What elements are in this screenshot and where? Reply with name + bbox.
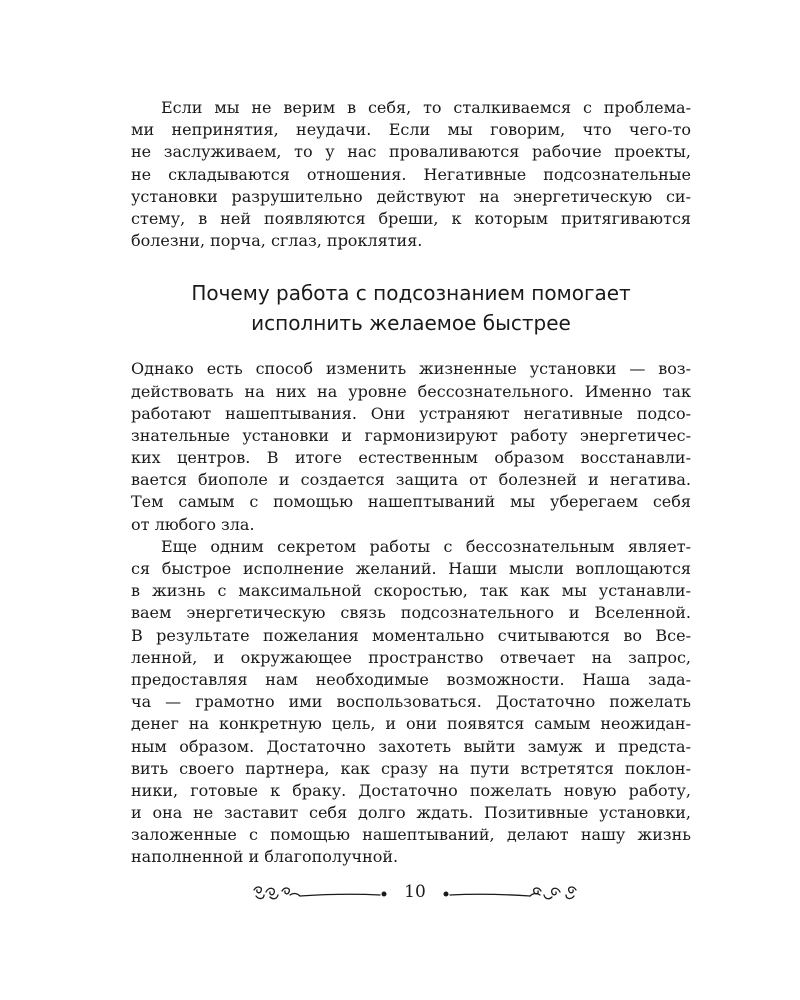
page-body xyxy=(131,97,691,869)
text-line: вить своего партнера, как сразу на пути встретятся поклон- xyxy=(131,758,691,778)
text-line: и она не заставит себя долго ждать. Позитивные установки, xyxy=(131,803,691,823)
text-line: Еще одним секретом работы с бессознательным являет- xyxy=(161,536,691,556)
text-line: работают нашептывания. Они устраняют негативные подсо- xyxy=(131,403,691,423)
text-line: Если мы не верим в себя, то сталкиваемся с проблема- xyxy=(161,98,691,117)
text-line: в жизнь с максимальной скоростью, так как мы устанавли- xyxy=(131,581,691,601)
paragraph-1 xyxy=(131,97,691,252)
text-line: В результате пожелания моментально считываются во Все- xyxy=(131,625,691,645)
text-line: ваем энергетическую связь подсознательного и Вселенной. xyxy=(131,603,691,623)
text-line: ча — грамотно ими воспользоваться. Достаточно пожелать xyxy=(131,692,691,712)
paragraph-3 xyxy=(131,536,691,869)
text-line: заложенные с помощью нашептываний, делают нашу жизнь xyxy=(131,825,691,845)
text-line: ным образом. Достаточно захотеть выйти замуж и предста- xyxy=(131,736,691,756)
text-line: знательные установки и гармонизируют работу энергетичес- xyxy=(131,425,691,445)
text-line: ники, готовые к браку. Достаточно пожелать новую работу, xyxy=(131,780,691,800)
text-line: Однако есть способ изменить жизненные установки — воз- xyxy=(131,359,691,379)
text-line: Тем самым с помощью нашептываний мы уберегаем себя xyxy=(131,492,691,512)
text-line: установки разрушительно действуют на энергетическую си- xyxy=(131,186,691,206)
text-line: ленной, и окружающее пространство отвечает на запрос, xyxy=(131,647,691,667)
text-line: вается биополе и создается защита от болезней и негатива. xyxy=(131,470,691,490)
text-line: не заслуживаем, то у нас проваливаются рабочие проекты, xyxy=(131,142,691,162)
text-line: ми непринятия, неудачи. Если мы говорим, что чего-то xyxy=(131,120,691,140)
text-line: ких центров. В итоге естественным образом восстанавли- xyxy=(131,448,691,468)
text-line: болезни, порча, сглаз, проклятия. xyxy=(131,231,423,251)
section-heading xyxy=(131,278,691,338)
text-line: предоставляя нам необходимые возможности. Наша зада- xyxy=(131,669,691,689)
text-line: действовать на них на уровне бессознательного. Именно так xyxy=(131,381,691,401)
text-line: наполненной и благополучной. xyxy=(131,847,399,867)
text-line: ся быстрое исполнение желаний. Наши мысли воплощаются xyxy=(131,559,691,578)
page-number: 10 xyxy=(404,882,426,902)
text-line: денег на конкретную цель, и они появятся самым неожидан- xyxy=(131,714,691,734)
text-line: стему, в ней появляются бреши, к которым притягиваются xyxy=(131,208,691,228)
text-line: не складываются отношения. Негативные подсознательные xyxy=(131,164,691,184)
page-footer xyxy=(250,880,580,906)
text-line: от любого зла. xyxy=(131,514,255,534)
heading-line: исполнить желаемое быстрее xyxy=(251,311,571,336)
heading-line: Почему работа с подсознанием помогает xyxy=(191,281,631,306)
paragraph-2 xyxy=(131,358,691,536)
